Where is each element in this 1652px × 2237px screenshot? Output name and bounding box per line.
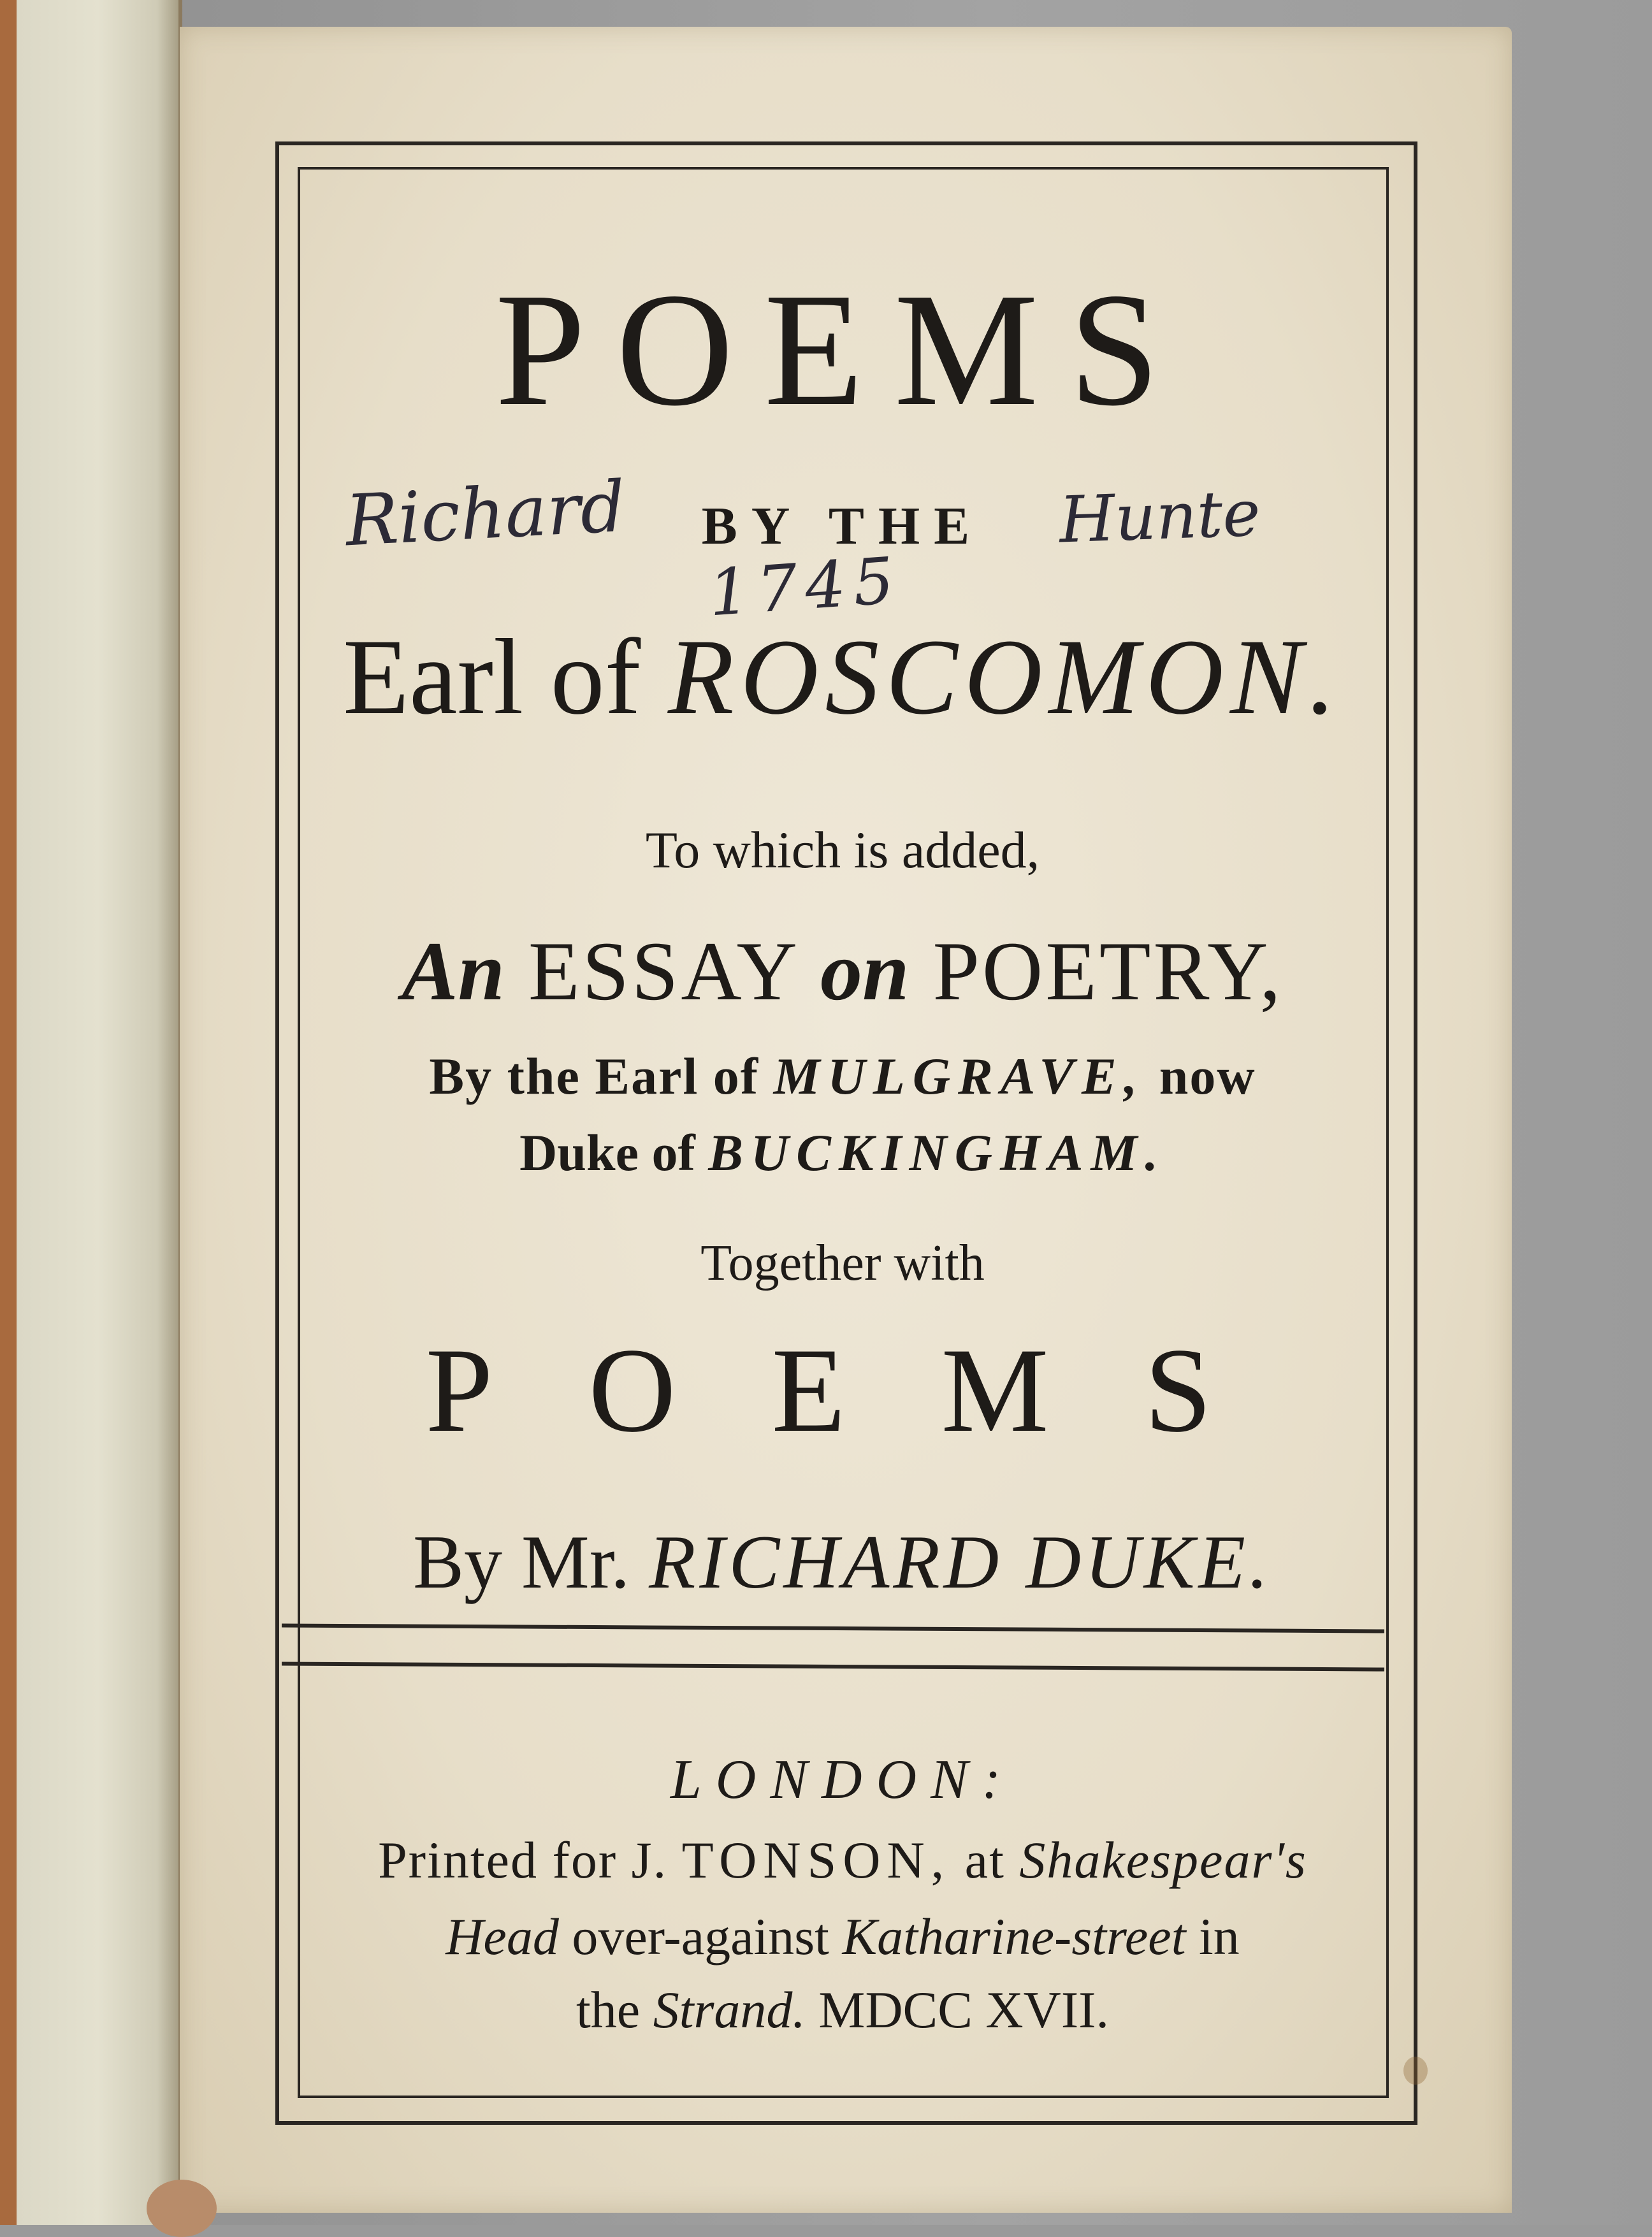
imprint-printed-for: Printed for J.: [378, 1831, 668, 1889]
imprint-date: MDCC XVII.: [818, 1981, 1109, 2039]
fingertip: [147, 2180, 217, 2237]
book-edge: [0, 0, 17, 2225]
imprint-katharine: Katharine-street: [842, 1908, 1186, 1966]
mr-prefix: By Mr.: [413, 1519, 630, 1604]
author-line: [301, 617, 1384, 737]
imprint-line-3: [301, 1980, 1384, 2040]
imprint-shakespear: Shakespear's: [1019, 1831, 1307, 1889]
mr-name: RICHARD DUKE.: [649, 1519, 1272, 1604]
imprint-city: LONDON:: [670, 1749, 1015, 1811]
handwritten-first-name: Richard: [343, 465, 628, 562]
mulgrave-name: MULGRAVE,: [773, 1047, 1145, 1105]
imprint-line-1: [301, 1830, 1384, 1890]
handwritten-year: 1745: [706, 542, 904, 631]
second-title: POEMS: [425, 1324, 1308, 1458]
imprint-printer: TONSON,: [681, 1831, 951, 1889]
essay-essay: ESSAY: [528, 924, 797, 1018]
earl-name: ROSCOMON.: [667, 617, 1342, 737]
title-page: [180, 27, 1512, 2213]
foxing-stain: [1403, 2057, 1428, 2085]
imprint-strand: Strand.: [653, 1981, 806, 2039]
essay-line: [301, 922, 1384, 1020]
essay-an: An: [402, 924, 505, 1018]
imprint-over: over-against: [572, 1908, 829, 1966]
imprint-in: in: [1198, 1908, 1240, 1966]
mulgrave-prefix: By the Earl of: [429, 1047, 760, 1105]
main-title: POEMS: [495, 260, 1191, 440]
added-line: To which is added,: [645, 821, 1040, 879]
imprint-line-2: [301, 1907, 1384, 1967]
imprint-at: at: [964, 1831, 1005, 1889]
earl-prefix: Earl of: [343, 617, 641, 737]
imprint-the: the: [576, 1981, 641, 2039]
essay-on: on: [820, 924, 909, 1018]
imprint-head: Head: [446, 1908, 559, 1966]
by-the-line: BY THE: [701, 496, 984, 556]
mulgrave-line: [301, 1046, 1384, 1106]
richard-duke-line: [301, 1518, 1384, 1606]
duke-name: BUCKINGHAM.: [708, 1124, 1166, 1182]
facing-page: [0, 0, 182, 2225]
mulgrave-suffix: now: [1159, 1047, 1256, 1105]
duke-prefix: Duke of: [519, 1124, 695, 1182]
essay-poetry: POETRY,: [932, 924, 1284, 1018]
together-line: Together with: [700, 1235, 985, 1291]
duke-line: [301, 1123, 1384, 1183]
handwritten-surname: Hunte: [1058, 475, 1262, 558]
